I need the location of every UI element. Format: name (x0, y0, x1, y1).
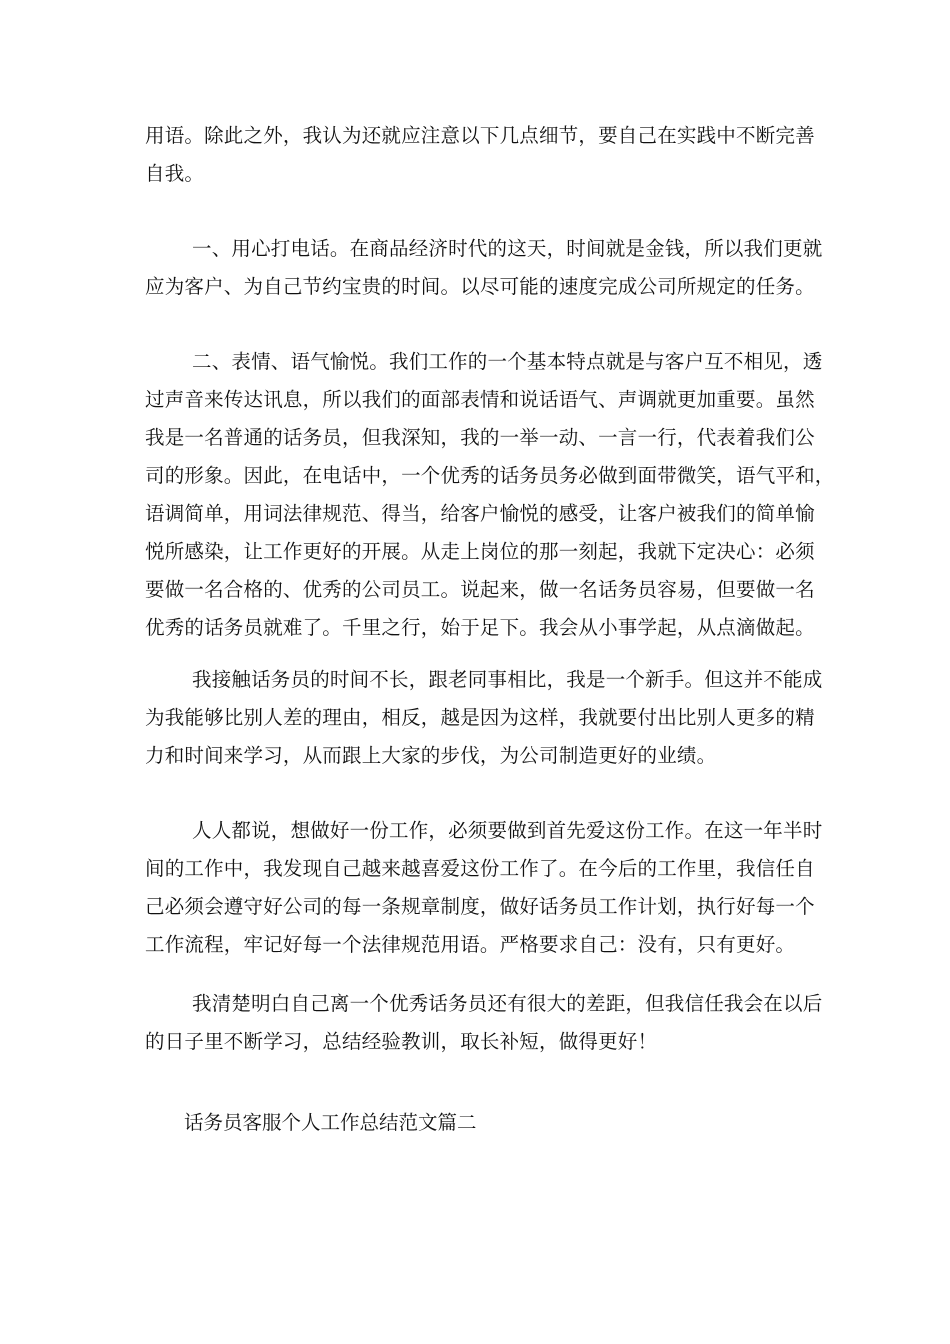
text-line: 己必须会遵守好公司的每一条规章制度，做好话务员工作计划，执行好每一个 (145, 895, 815, 918)
text-line: 人人都说，想做好一份工作，必须要做到首先爱这份工作。在这一年半时 (192, 819, 823, 842)
text-line: 自我。 (145, 162, 205, 185)
text-line: 二、表情、语气愉悦。我们工作的一个基本特点就是与客户互不相见，透 (192, 350, 823, 373)
section-heading: 话务员客服个人工作总结范文篇二 (184, 1111, 477, 1134)
paragraph-love-work (145, 812, 823, 964)
text-line: 为我能够比别人差的理由，相反，越是因为这样，我就要付出比别人更多的精 (145, 706, 815, 729)
text-line: 力和时间来学习，从而跟上大家的步伐，为公司制造更好的业绩。 (145, 744, 717, 767)
text-line: 应为客户、为自己节约宝贵的时间。以尽可能的速度完成公司所规定的任务。 (145, 275, 815, 298)
text-line: 悦所感染，让工作更好的开展。从走上岗位的那一刻起，我就下定决心：必须 (145, 540, 815, 563)
text-line: 优秀的话务员就难了。千里之行，始于足下。我会从小事学起，从点滴做起。 (145, 616, 815, 639)
paragraph-point-two (145, 343, 835, 647)
text-line: 我接触话务员的时间不长，跟老同事相比，我是一个新手。但这并不能成 (192, 668, 823, 691)
paragraph-point-one (145, 230, 823, 306)
paragraph-conclusion (145, 985, 823, 1061)
text-line: 我是一名普通的话务员，但我深知，我的一举一动、一言一行，代表着我们公 (145, 426, 815, 449)
text-line: 过声音来传达讯息，所以我们的面部表情和说话语气、声调就更加重要。虽然 (145, 388, 815, 411)
text-line: 语调简单，用词法律规范、得当，给客户愉悦的感受，让客户被我们的简单愉 (145, 502, 815, 525)
text-line: 用语。除此之外，我认为还就应注意以下几点细节，要自己在实践中不断完善 (145, 124, 815, 147)
text-line: 间的工作中，我发现自己越来越喜爱这份工作了。在今后的工作里，我信任自 (145, 857, 815, 880)
text-line: 司的形象。因此，在电话中，一个优秀的话务员务必做到面带微笑，语气平和， (145, 464, 835, 487)
paragraph-continuation (145, 117, 815, 193)
paragraph-newcomer (145, 661, 823, 775)
text-line: 工作流程，牢记好每一个法律规范用语。严格要求自己：没有，只有更好。 (145, 933, 796, 956)
text-line: 我清楚明白自己离一个优秀话务员还有很大的差距，但我信任我会在以后 (192, 992, 823, 1015)
text-line: 要做一名合格的、优秀的公司员工。说起来，做一名话务员容易，但要做一名 (145, 578, 815, 601)
text-line: 一、用心打电话。在商品经济时代的这天，时间就是金钱，所以我们更就 (192, 237, 823, 260)
text-line: 的日子里不断学习，总结经验教训，取长补短，做得更好！ (145, 1030, 658, 1053)
